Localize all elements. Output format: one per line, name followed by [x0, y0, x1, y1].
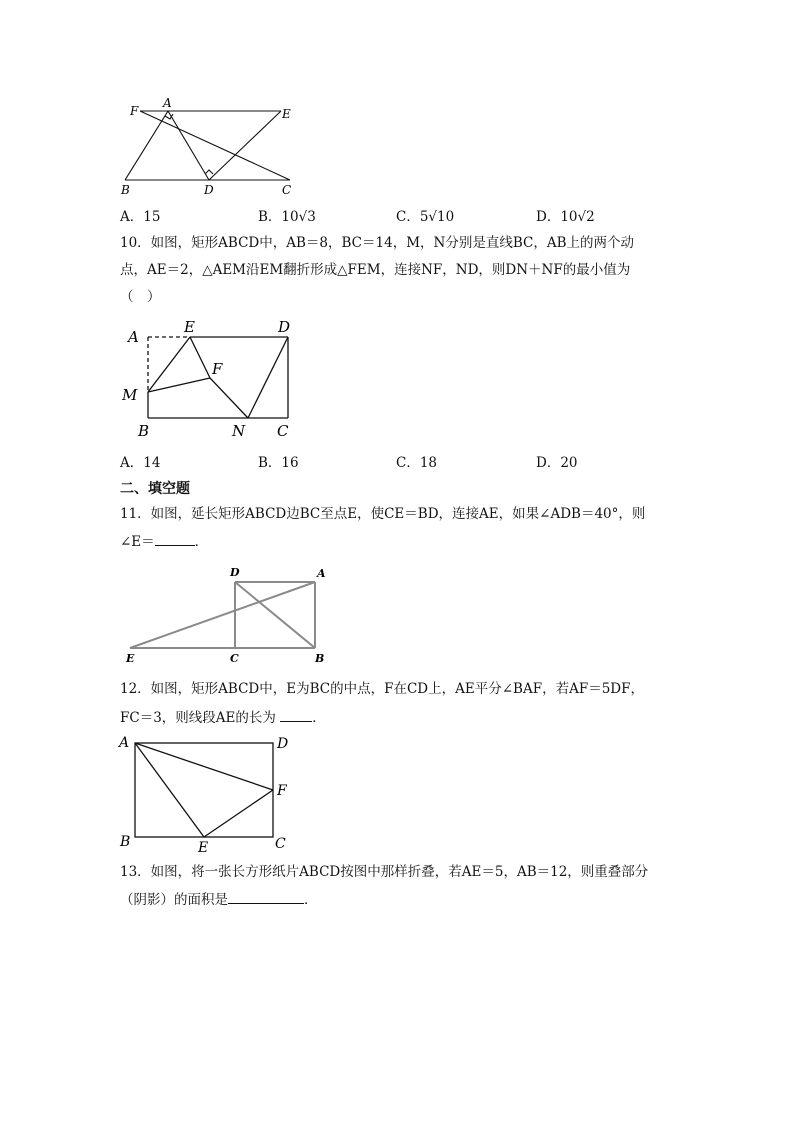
- q13-text-line1: 13．如图，将一张长方形纸片ABCD按图中那样折叠，若AE＝5，AB＝12，则重叠部分: [120, 864, 649, 880]
- q11-label-E: E: [126, 652, 135, 665]
- q12-label-F: F: [277, 783, 287, 799]
- q9-figure: [118, 96, 308, 200]
- q9-option-c: C．5√10: [396, 209, 455, 225]
- q9-option-a-value: 15: [143, 209, 161, 225]
- q10-label-M: M: [122, 386, 138, 404]
- q11-label-B: B: [315, 652, 325, 665]
- q11-line-EA: [130, 582, 315, 648]
- q10-line-ND: [248, 337, 288, 418]
- q9-line-DE: [209, 111, 281, 180]
- q12-label-D: D: [277, 736, 289, 752]
- q10-option-a-value: 14: [143, 455, 161, 471]
- q9-label-B: B: [121, 183, 130, 197]
- q10-text-line3: （ ）: [120, 289, 161, 305]
- q11-text-line2: ∠E＝ ．: [120, 531, 208, 552]
- q10-line-EF: [190, 337, 210, 378]
- q12-answer-blank[interactable]: [280, 707, 312, 722]
- q9-option-d-value: 10√2: [560, 209, 595, 225]
- q9-option-d: D．10√2: [536, 209, 595, 225]
- q10-line-FN: [210, 378, 248, 418]
- q11-answer-blank[interactable]: [155, 531, 195, 546]
- q9-label-E: E: [282, 107, 291, 121]
- q9-label-A: A: [163, 96, 172, 110]
- q12-line-AE: [135, 743, 204, 837]
- q9-option-b-value: 10√3: [281, 209, 316, 225]
- q12-line-EF: [204, 790, 273, 837]
- q10-option-d: D．20: [536, 455, 578, 471]
- q13-text-line2: （阴影）的面积是 ．: [120, 889, 318, 910]
- q11-label-D: D: [230, 566, 240, 579]
- q10-option-c: C．18: [396, 455, 438, 471]
- q10-label-B: B: [138, 422, 150, 440]
- q10-figure: [118, 316, 308, 442]
- q9-line-AD: [168, 111, 209, 180]
- q9-option-c-value: 5√10: [419, 209, 455, 225]
- q12-rect-ABCD: [135, 743, 273, 837]
- q10-label-A: A: [128, 328, 139, 346]
- q12-label-A: A: [119, 735, 130, 751]
- q9-option-a: A．15: [120, 209, 161, 225]
- q9-label-C: C: [282, 183, 292, 197]
- q12-figure: [118, 732, 298, 854]
- q10-option-d-value: 20: [560, 455, 578, 471]
- q9-option-b: B．10√3: [258, 209, 316, 225]
- q12-text-line1: 12．如图，矩形ABCD中，E为BC的中点，F在CD上，AE平分∠BAF，若AF＝5DF，: [120, 681, 644, 697]
- q10-option-b-value: 16: [281, 455, 299, 471]
- q10-label-F: F: [212, 360, 223, 378]
- q9-line-FC: [140, 111, 290, 180]
- q10-option-a: A．14: [120, 455, 161, 471]
- q10-label-D: D: [278, 318, 291, 336]
- section-title-fill-in: 二、填空题: [120, 481, 190, 497]
- q10-option-b: B．16: [258, 455, 299, 471]
- q12-line-AF: [135, 743, 273, 790]
- q11-label-A: A: [317, 567, 326, 580]
- q10-text-line1: 10．如图，矩形ABCD中，AB＝8，BC＝14，M，N分别是直线BC，AB上的两个动: [120, 235, 634, 251]
- q11-text-line1: 11．如图，延长矩形ABCD边BC至点E，使CE＝BD，连接AE，如果∠ADB＝40°，则: [120, 506, 646, 522]
- q9-label-D: D: [204, 183, 214, 197]
- q12-label-B: B: [120, 834, 131, 850]
- q9-label-F: F: [130, 104, 139, 118]
- q11-figure: [120, 562, 340, 670]
- q10-label-C: C: [277, 422, 289, 440]
- q12-label-C: C: [275, 836, 286, 852]
- q13-answer-blank[interactable]: [228, 889, 304, 904]
- q10-text-line2: 点，AE＝2，△AEM沿EM翻折形成△FEM，连接NF，ND，则DN＋NF的最小值为: [120, 262, 631, 278]
- q9-right-angle-D: [205, 170, 213, 174]
- q12-label-E: E: [198, 840, 209, 854]
- q10-option-c-value: 18: [419, 455, 438, 471]
- q12-text-line2: FC＝3，则线段AE的长为 ．: [120, 707, 326, 728]
- q11-label-C: C: [230, 652, 239, 665]
- q11-line-DB: [235, 582, 315, 648]
- q10-label-E: E: [184, 318, 195, 336]
- q10-label-N: N: [232, 422, 246, 440]
